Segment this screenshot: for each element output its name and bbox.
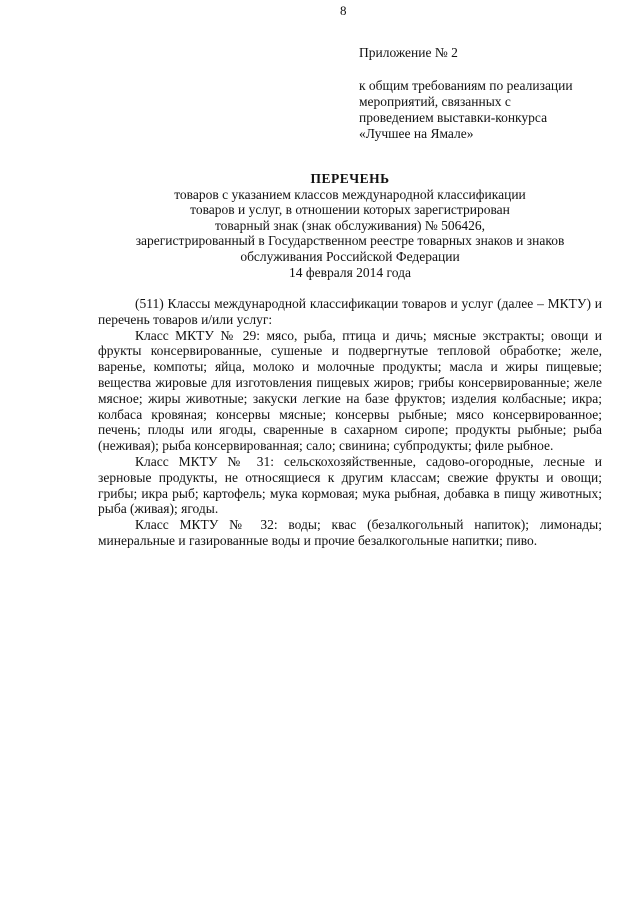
appendix-line: к общим требованиям по реализации	[359, 78, 573, 93]
body-paragraph-class-31: Класс МКТУ № 31: сельскохозяйственные, садово-огородные, лесные и зерновые продукты, не относящиеся к другим классам; свежие фрукты и овощи; грибы; икра рыб; картофель; мука кормовая; мука рыбная, добавка в пищу животных; рыба (живая); ягоды.	[98, 453, 602, 517]
document-title: ПЕРЕЧЕНЬ	[310, 171, 390, 186]
body-paragraph-intro: (511) Классы международной классификации товаров и услуг (далее – МКТУ) и перечень товаров и/или услуг:	[98, 296, 602, 327]
document-body	[98, 296, 602, 549]
heading-line: зарегистрированный в Государственном реестре товарных знаков и знаков	[135, 233, 565, 249]
heading-line: товаров с указанием классов международной классификации	[174, 186, 526, 202]
page-number: 8	[340, 3, 347, 18]
appendix-line: «Лучшее на Ямале»	[359, 126, 474, 141]
appendix-title: Приложение № 2	[359, 45, 458, 60]
body-paragraph-class-32: Класс МКТУ № 32: воды; квас (безалкогольный напиток); лимонады; минеральные и газированные воды и прочие безалкогольные напитки; пиво.	[98, 517, 602, 548]
heading-line: товаров и услуг, в отношении которых зарегистрирован	[190, 202, 510, 218]
heading-line: обслуживания Российской Федерации	[240, 248, 460, 264]
appendix-annotation	[359, 45, 629, 142]
heading-date: 14 февраля 2014 года	[289, 264, 411, 280]
body-paragraph-class-29: Класс МКТУ № 29: мясо, рыба, птица и дичь; мясные экстракты; овощи и фрукты консервированные, сушеные и подвергнутые тепловой обработке; желе, варенье, компоты; яйца, молоко и молочные продукты; масла и жиры пищевые; вещества жировые для изготовления пищевых жиров; грибы консервированные; желе мясное; жиры животные; закуски легкие на базе фруктов; изделия колбасные; икра; колбаса кровяная; консервы мясные; консервы рыбные; мясо консервированное; печень; плоды или ягоды, сваренные в сахарном сиропе; продукты рыбные; рыба (неживая); рыба консервированная; сало; свинина; субпродукты; филе рыбное.	[98, 327, 602, 454]
appendix-line: мероприятий, связанных с	[359, 94, 511, 109]
appendix-line: проведением выставки-конкурса	[359, 110, 548, 125]
document-heading	[100, 171, 600, 280]
heading-line: товарный знак (знак обслуживания) № 506426,	[214, 217, 486, 233]
